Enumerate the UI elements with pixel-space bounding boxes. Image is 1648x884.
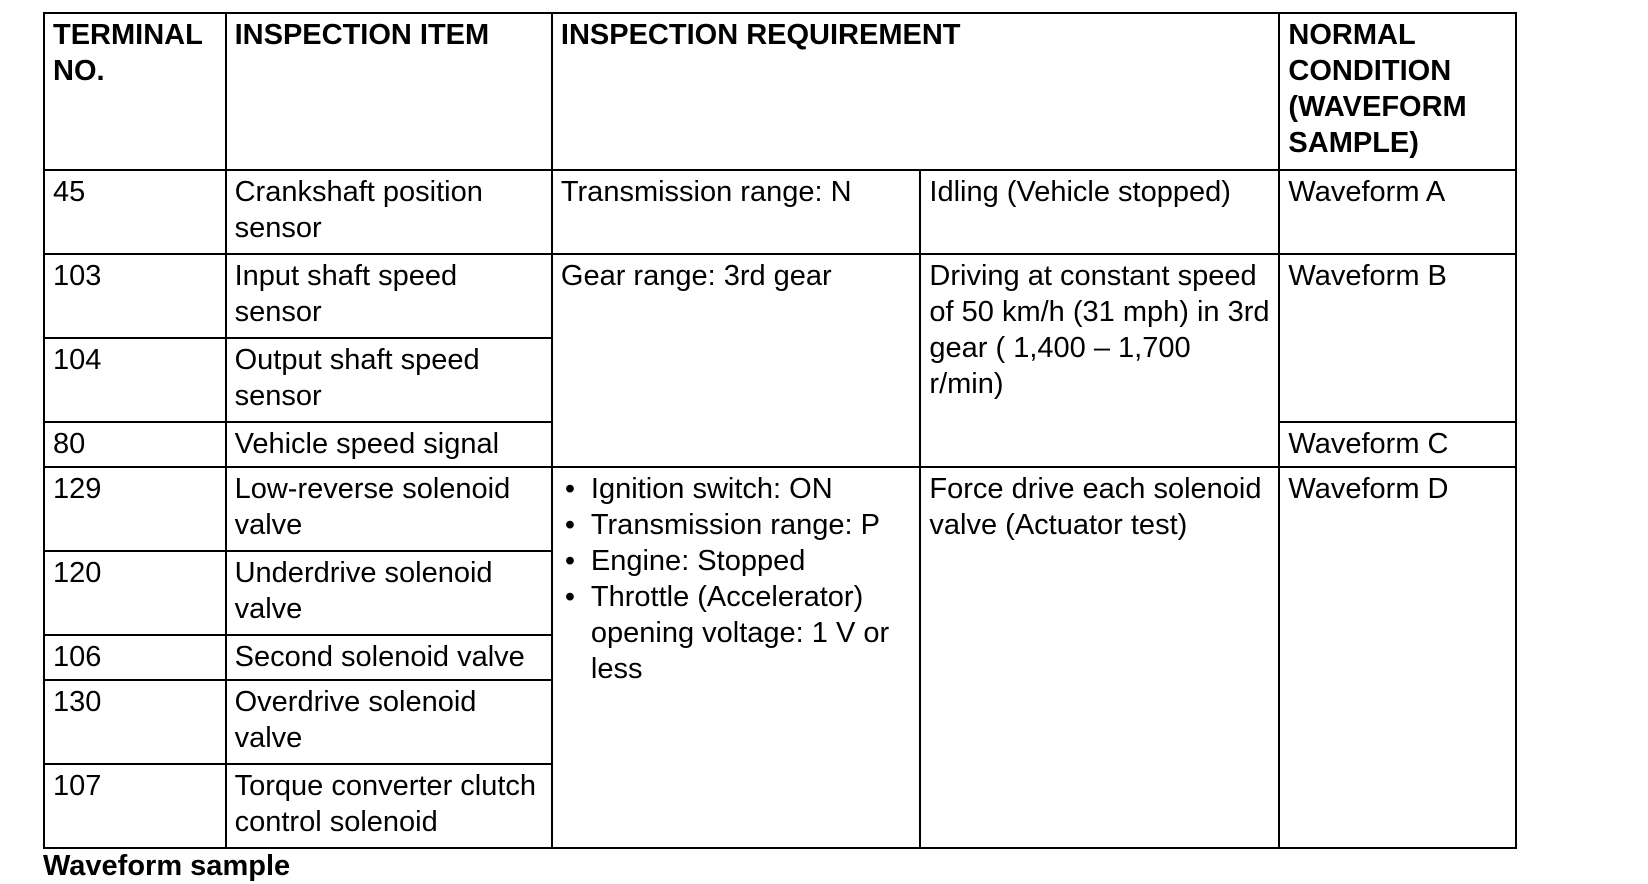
item-cell: Crankshaft position sensor xyxy=(226,170,552,254)
terminal-cell: 104 xyxy=(44,338,226,422)
requirement-state-cell: Force drive each solenoid valve (Actuator test) xyxy=(920,467,1279,848)
item-cell: Vehicle speed signal xyxy=(226,422,552,467)
header-row xyxy=(44,13,1516,170)
inspection-table xyxy=(43,12,1517,849)
table-row xyxy=(44,467,1516,551)
requirement-state-cell: Driving at constant speed of 50 km/h (31 mph) in 3rd gear ( 1,400 – 1,700 r/min) xyxy=(920,254,1279,467)
requirement-condition-cell xyxy=(552,467,921,848)
item-cell: Overdrive solenoid valve xyxy=(226,680,552,764)
section-caption: Waveform sample xyxy=(43,850,291,882)
table-row xyxy=(44,170,1516,254)
terminal-cell: 120 xyxy=(44,551,226,635)
item-cell: Low-reverse solenoid valve xyxy=(226,467,552,551)
requirement-bullet-list xyxy=(561,471,912,687)
terminal-cell: 45 xyxy=(44,170,226,254)
list-item: • Throttle (Accelerator) opening voltage: 1 V or less xyxy=(591,579,912,687)
header-normal-condition: NORMAL CONDITION (WAVEFORM SAMPLE) xyxy=(1279,13,1516,170)
list-item: • Transmission range: P xyxy=(591,507,912,543)
terminal-cell: 103 xyxy=(44,254,226,338)
header-terminal-no: TERMINAL NO. xyxy=(44,13,226,170)
normal-condition-cell: Waveform A xyxy=(1279,170,1516,254)
terminal-cell: 107 xyxy=(44,764,226,848)
normal-condition-cell: Waveform D xyxy=(1279,467,1516,848)
item-cell: Second solenoid valve xyxy=(226,635,552,680)
item-cell: Input shaft speed sensor xyxy=(226,254,552,338)
requirement-condition-cell: Transmission range: N xyxy=(552,170,921,254)
list-item: • Engine: Stopped xyxy=(591,543,912,579)
table-row xyxy=(44,254,1516,338)
item-cell: Torque converter clutch control solenoid xyxy=(226,764,552,848)
header-inspection-requirement: INSPECTION REQUIREMENT xyxy=(552,13,1280,170)
normal-condition-cell: Waveform B xyxy=(1279,254,1516,422)
requirement-state-cell: Idling (Vehicle stopped) xyxy=(920,170,1279,254)
requirement-condition-cell: Gear range: 3rd gear xyxy=(552,254,921,467)
terminal-cell: 106 xyxy=(44,635,226,680)
item-cell: Underdrive solenoid valve xyxy=(226,551,552,635)
item-cell: Output shaft speed sensor xyxy=(226,338,552,422)
normal-condition-cell: Waveform C xyxy=(1279,422,1516,467)
header-inspection-item: INSPECTION ITEM xyxy=(226,13,552,170)
terminal-cell: 80 xyxy=(44,422,226,467)
terminal-cell: 129 xyxy=(44,467,226,551)
terminal-cell: 130 xyxy=(44,680,226,764)
list-item: • Ignition switch: ON xyxy=(591,471,912,507)
